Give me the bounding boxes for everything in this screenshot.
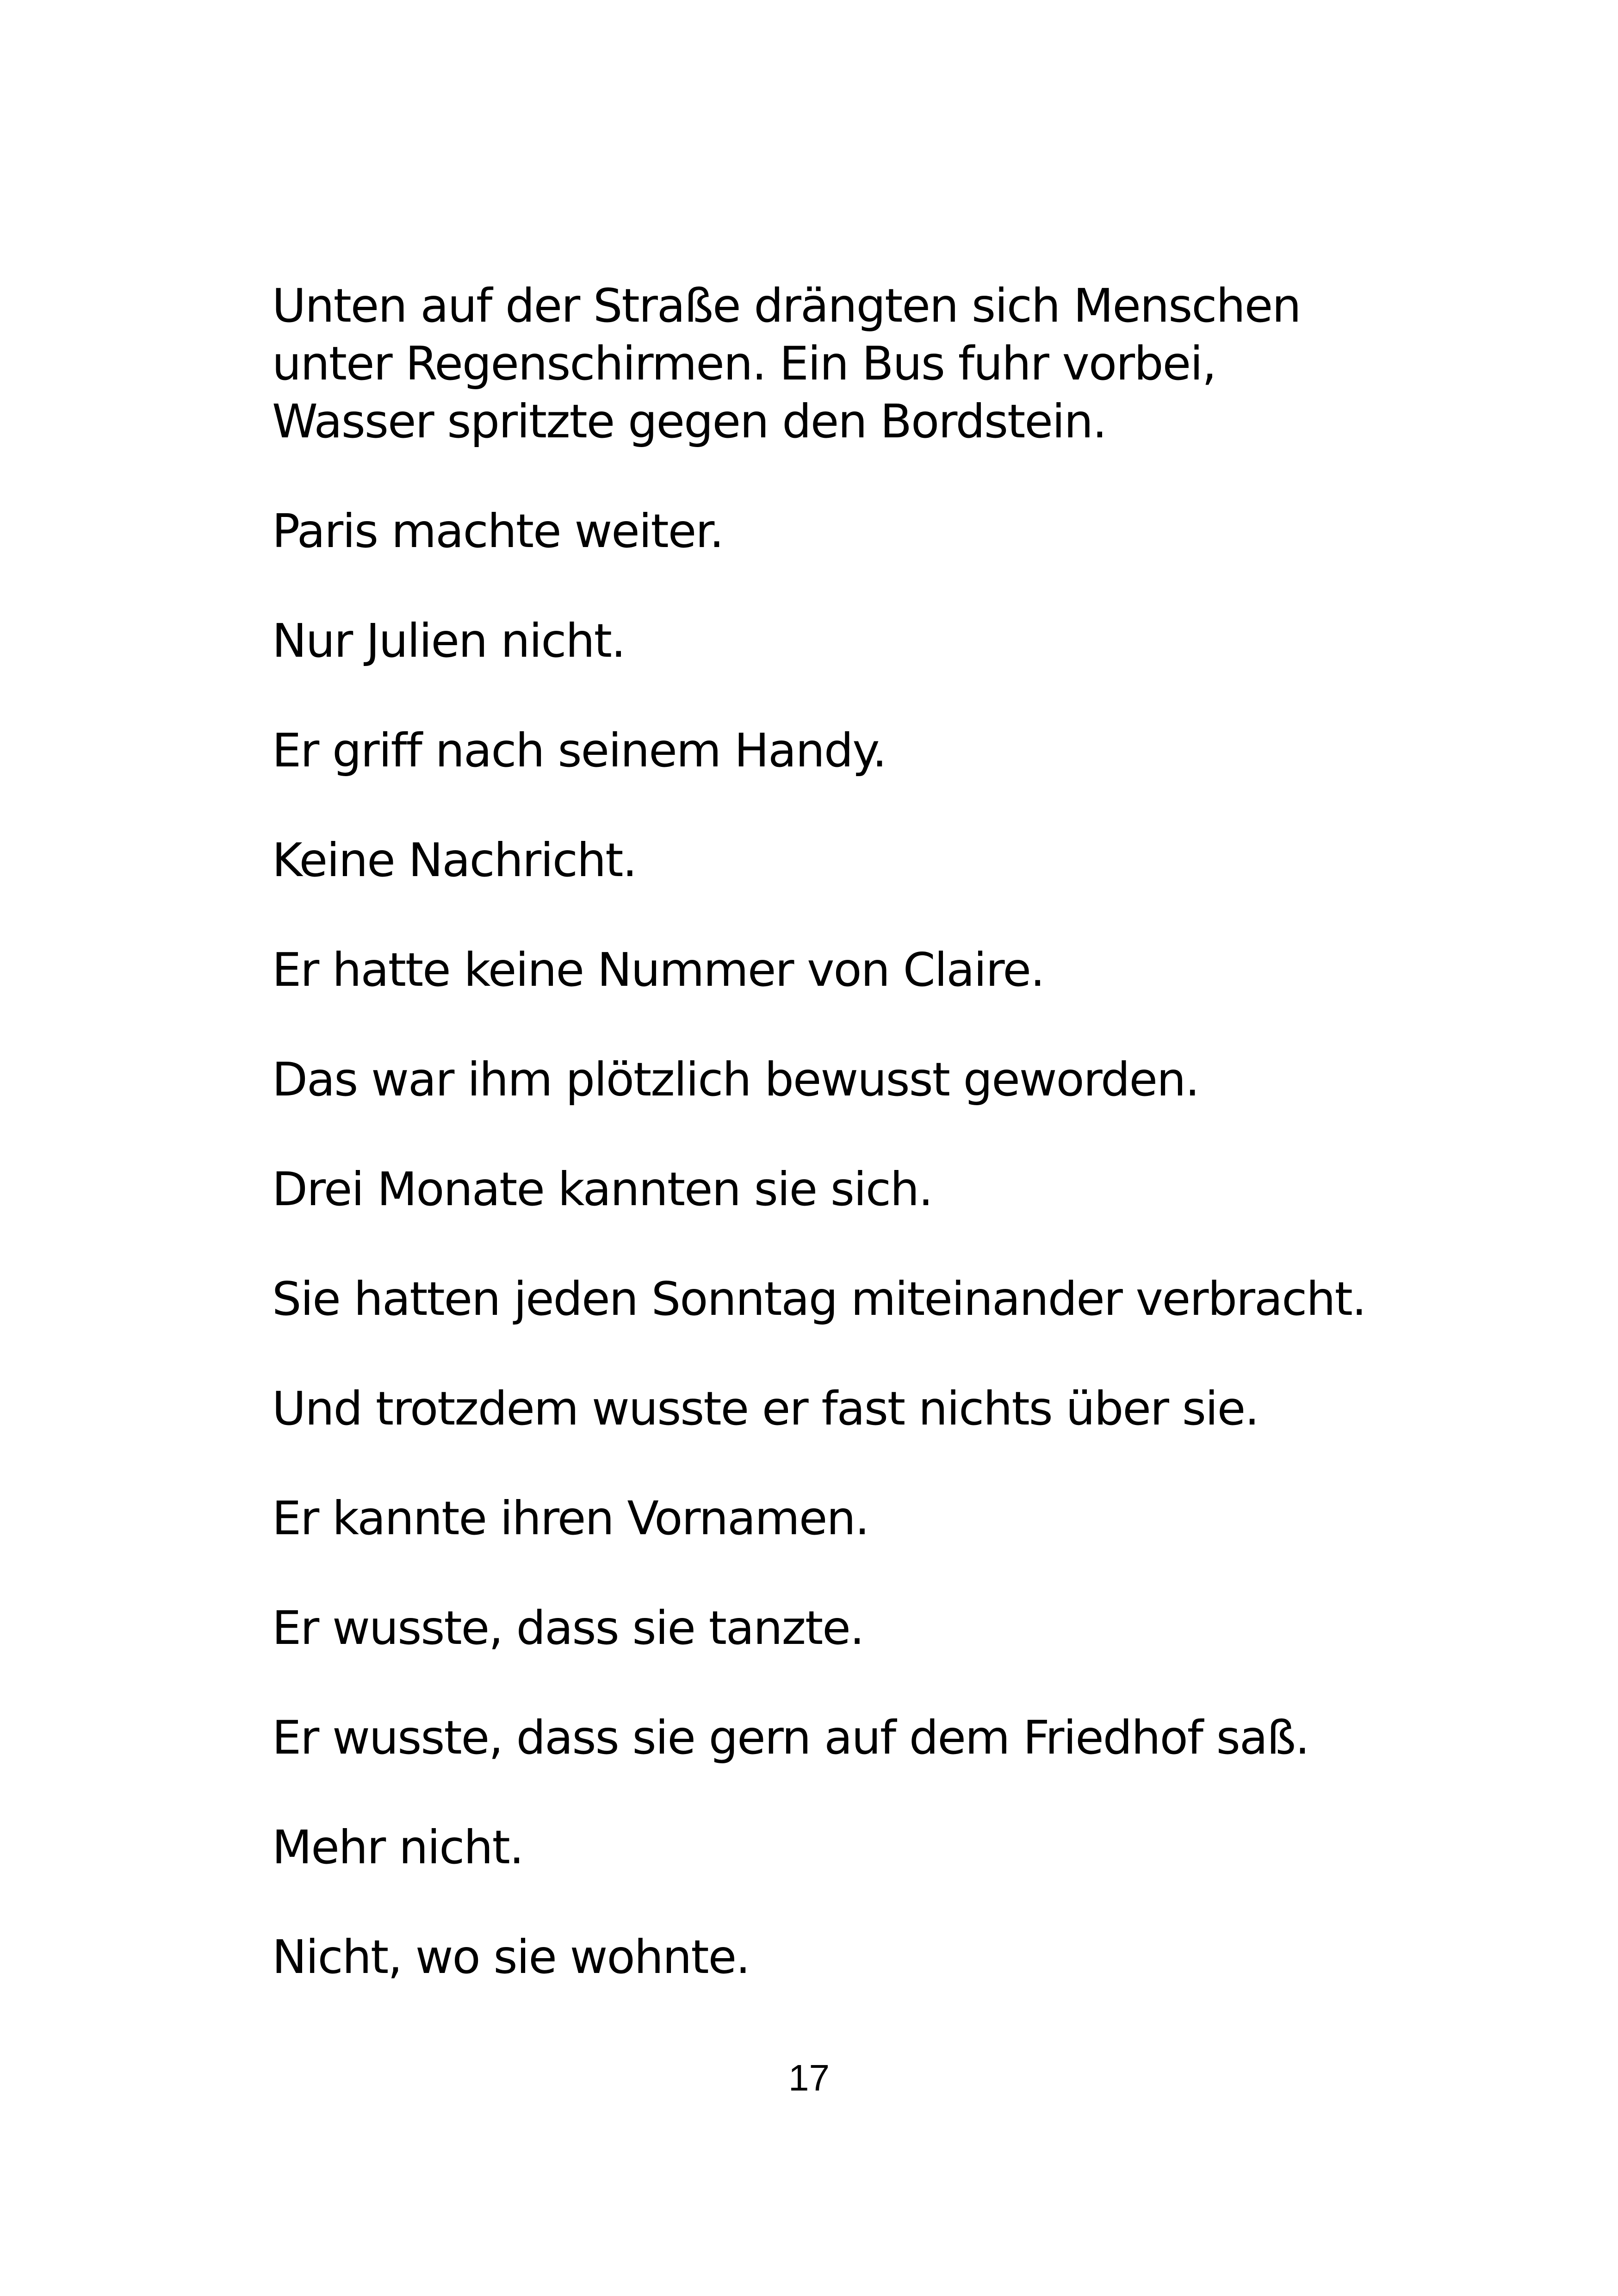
page-number: 17	[788, 2057, 830, 2098]
body-text	[272, 277, 1382, 1986]
paragraph: Keine Nachricht.	[272, 833, 637, 887]
paragraph: Mehr nicht.	[272, 1820, 523, 1874]
paragraph: Und trotzdem wusste er fast nichts über sie.	[272, 1381, 1259, 1436]
paragraph: Drei Monate kannten sie sich.	[272, 1162, 932, 1216]
paragraph: Er wusste, dass sie gern auf dem Friedhof saß.	[272, 1711, 1309, 1765]
paragraph: Paris machte weiter.	[272, 504, 723, 558]
paragraph: Er wusste, dass sie tanzte.	[272, 1601, 864, 1655]
paragraph: Nur Julien nicht.	[272, 614, 625, 668]
paragraph: Unten auf der Straße drängten sich Menschen unter Regenschirmen. Ein Bus fuhr vorbei, Wasser spritzte gegen den Bordstein.	[272, 279, 1301, 448]
paragraph: Sie hatten jeden Sonntag miteinander verbracht.	[272, 1272, 1366, 1326]
paragraph: Er hatte keine Nummer von Claire.	[272, 943, 1044, 997]
paragraph: Nicht, wo sie wohnte.	[272, 1930, 750, 1984]
paragraph: Das war ihm plötzlich bewusst geworden.	[272, 1052, 1199, 1107]
paragraph: Er kannte ihren Vornamen.	[272, 1491, 869, 1545]
paragraph: Er griff nach seinem Handy.	[272, 723, 886, 778]
